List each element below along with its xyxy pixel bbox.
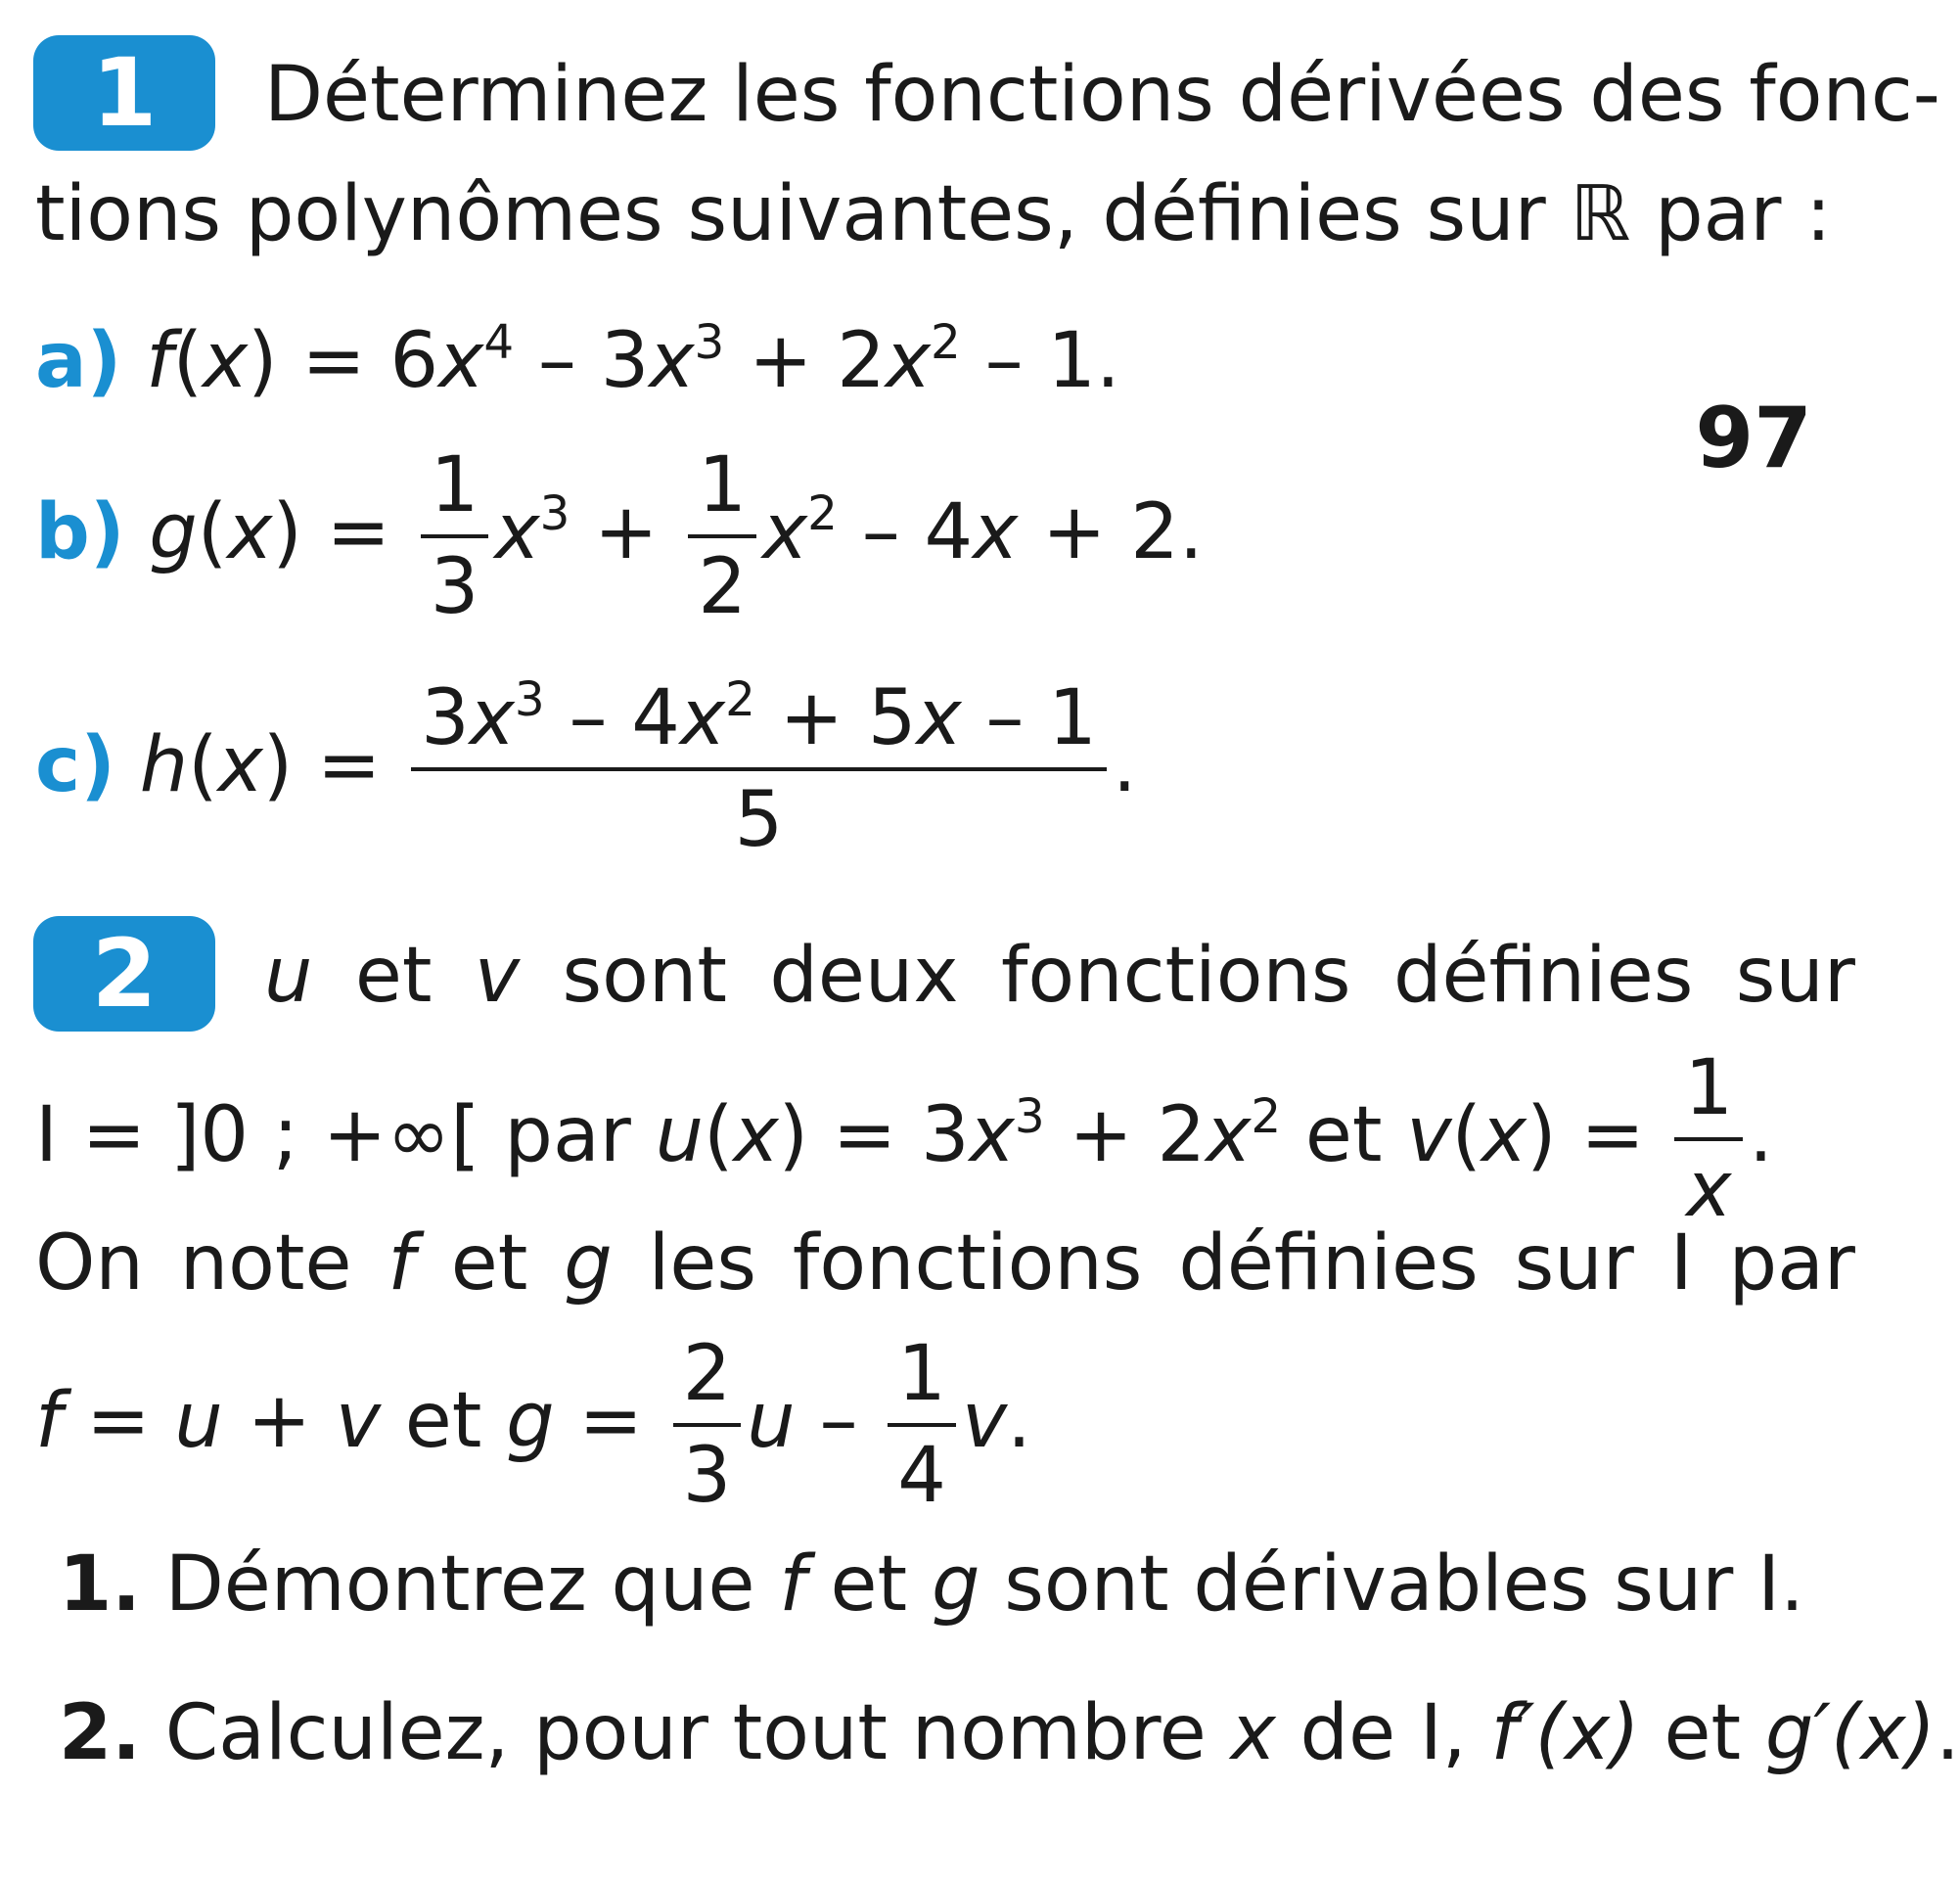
word: v <box>474 932 521 1020</box>
word: définies <box>1392 932 1694 1020</box>
word: définies <box>1178 1219 1479 1308</box>
word: sur <box>1735 932 1855 1020</box>
question-1-text-a: Démontrez que <box>164 1540 780 1629</box>
question-1 <box>59 1540 1855 1629</box>
item-c-formula: h(x) = $\frac{3x^3 - 4x^2 + 5x - 1}{5}$ . <box>139 671 1137 864</box>
side-number: 97 <box>1695 390 1812 487</box>
exercise-1-badge <box>33 35 215 151</box>
question-2-text-b: de I, <box>1275 1689 1491 1777</box>
ex1-item-b <box>35 442 1855 631</box>
word: g <box>564 1219 613 1308</box>
word: les <box>648 1219 756 1308</box>
exercise-1-number: 1 <box>91 38 158 148</box>
question-1-number: 1. <box>59 1540 141 1629</box>
ex2-line4-formula: f = u + v et g = $\frac{2}{3}$ u – $\frac{1}{4}$ v. <box>35 1330 1031 1520</box>
word: note <box>179 1219 352 1308</box>
question-2-text-a: Calculez, pour tout nombre <box>164 1689 1231 1777</box>
word: On <box>35 1219 144 1308</box>
question-2-text-d: . <box>1936 1689 1960 1777</box>
item-a-label: a) <box>35 317 122 405</box>
word: sont <box>562 932 727 1020</box>
word: deux <box>769 932 959 1020</box>
question-2-x: x <box>1230 1689 1276 1777</box>
word: fonctions <box>1000 932 1351 1020</box>
ex2-line4 <box>35 1331 1855 1520</box>
item-b-formula: g(x) = $\frac{1}{3}$ $x^3$ + $\frac{1}{2}$ $x^2 - 4x + 2$. <box>149 441 1204 631</box>
ex1-item-c <box>35 671 1855 864</box>
question-2-number: 2. <box>59 1689 141 1777</box>
question-1-f: f <box>779 1540 806 1629</box>
word: I <box>1669 1219 1693 1308</box>
ex2-line3 <box>35 1219 1855 1308</box>
ex1-intro-line2: tions polynômes suivantes, définies sur ℝ par : <box>35 170 1832 258</box>
exercise-2-number: 2 <box>91 919 158 1029</box>
ex2-line1 <box>264 932 1855 1020</box>
ex2-line2 <box>35 1045 1855 1234</box>
ex2-line2-formula: I = ]0 ; +∞[ par $u(x) = 3x^3 + 2x^2$ et v(x) = $\frac{1}{x}$ . <box>35 1044 1773 1234</box>
question-2-fprime: f′(x) <box>1490 1689 1640 1777</box>
ex1-item-a <box>35 314 1855 405</box>
word: et <box>450 1219 528 1308</box>
question-1-text-b: et <box>805 1540 932 1629</box>
word: u <box>264 932 313 1020</box>
word: sur <box>1514 1219 1634 1308</box>
item-b-label: b) <box>35 488 125 577</box>
question-2-text-c: et <box>1639 1689 1765 1777</box>
exercise-2-badge <box>33 916 215 1032</box>
question-2-gprime: g′(x) <box>1764 1689 1937 1777</box>
word: f <box>387 1219 415 1308</box>
word: et <box>354 932 433 1020</box>
item-c-label: c) <box>35 721 115 810</box>
word: fonctions <box>792 1219 1143 1308</box>
word: par <box>1728 1219 1855 1308</box>
item-a-formula: $f(x) = 6x^4 - 3x^3 + 2x^2 - 1$. <box>146 314 1120 405</box>
question-1-g: g <box>931 1540 980 1629</box>
ex1-intro-line1: Déterminez les fonctions dérivées des fonc- <box>264 51 1940 139</box>
question-1-text-c: sont dérivables sur I. <box>980 1540 1804 1629</box>
question-2 <box>59 1689 1960 1777</box>
